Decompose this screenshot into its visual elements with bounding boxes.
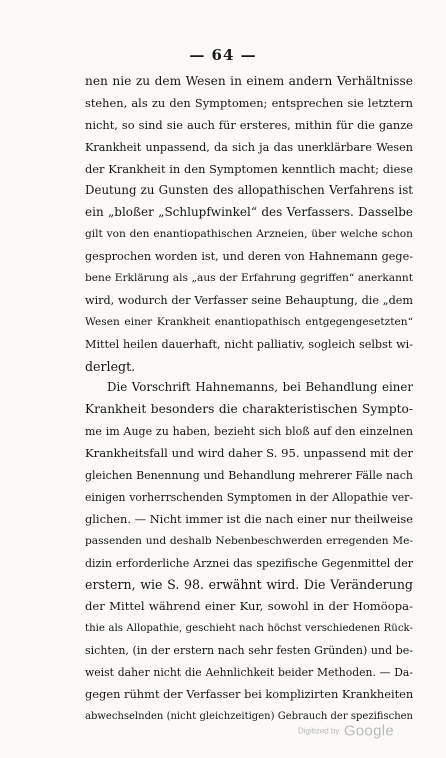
- text-line: passenden und deshalb Nebenbeschwerden erregenden Me-: [85, 534, 413, 547]
- text-line: gesprochen worden ist, und deren von Hahnemann gege-: [85, 250, 413, 264]
- text-line: Krankheit unpassend, da sich ja das unerklärbare Wesen: [85, 140, 413, 154]
- text-line: einigen vorherrschenden Symptomen in der Allopathie ver-: [85, 490, 413, 504]
- watermark-prefix: Digitized by: [298, 726, 340, 736]
- text-line: Mittel heilen dauerhaft, nicht palliativ, sogleich selbst wi-: [85, 337, 413, 351]
- text-line: ein „bloßer „Schlupfwinkel“ des Verfassers. Dasselbe: [85, 205, 413, 220]
- text-line: der Krankheit in den Symptomen kenntlich macht; diese: [85, 161, 413, 176]
- text-line: Krankheitsfall und wird daher S. 95. unpassend mit der: [85, 446, 413, 461]
- google-logo: Google: [343, 722, 394, 740]
- body-text: [85, 71, 413, 728]
- text-line: sichten, (in der erstern nach sehr festen Gründen) und be-: [85, 644, 413, 658]
- text-line: nen nie zu dem Wesen in einem andern Verhältnisse: [85, 74, 413, 88]
- text-line: der Mittel während einer Kur, sowohl in der Homöopa-: [85, 599, 413, 614]
- text-line: bene Erklärung als „aus der Erfahrung gegriffen“ anerkannt: [85, 272, 413, 285]
- text-line: Krankheit besonders die charakteristischen Sympto-: [85, 402, 413, 417]
- text-line: erstern, wie S. 98. erwähnt wird. Die Veränderung: [85, 577, 413, 593]
- text-line: nicht, so sind sie auch für ersteres, mithin für die ganze: [85, 117, 413, 132]
- text-line: thie als Allopathie, geschieht nach höchst verschiedenen Rück-: [85, 623, 413, 635]
- text-line: me im Auge zu haben, bezieht sich bloß auf den einzelnen: [85, 425, 413, 439]
- page-number: — 64 —: [189, 46, 257, 64]
- text-line: stehen, als zu den Symptomen; entsprechen sie letztern: [85, 95, 413, 110]
- text-line: Wesen einer Krankheit enantiopathisch entgegengesetzten“: [85, 315, 413, 328]
- text-line: abwechselnden (nicht gleichzeitigen) Gebrauch der spezifischen: [85, 710, 413, 722]
- paragraph-start-line: Die Vorschrift Hahnemanns, bei Behandlung einer: [107, 380, 413, 395]
- text-line: dizin erforderliche Arznei das spezifische Gegenmittel der: [85, 556, 413, 570]
- text-line: gegen rühmt der Verfasser bei komplizirten Krankheiten: [85, 686, 413, 701]
- text-line: glichen. — Nicht immer ist die nach einer nur theilweise: [85, 511, 413, 526]
- text-line: wird, wodurch der Verfasser seine Behauptung, die „dem: [85, 293, 413, 307]
- text-line: gleichen Benennung und Behandlung mehrerer Fälle nach: [85, 469, 413, 483]
- text-line: weist daher nicht die Aehnlichkeit beider Methoden. — Da-: [85, 666, 413, 680]
- text-line: gilt von den enantiopathischen Arzneien, über welche schon: [85, 228, 413, 241]
- text-line: derlegt.: [85, 358, 136, 374]
- digitization-watermark: [298, 722, 428, 740]
- text-line: Deutung zu Gunsten des allopathischen Verfahrens ist: [85, 183, 413, 198]
